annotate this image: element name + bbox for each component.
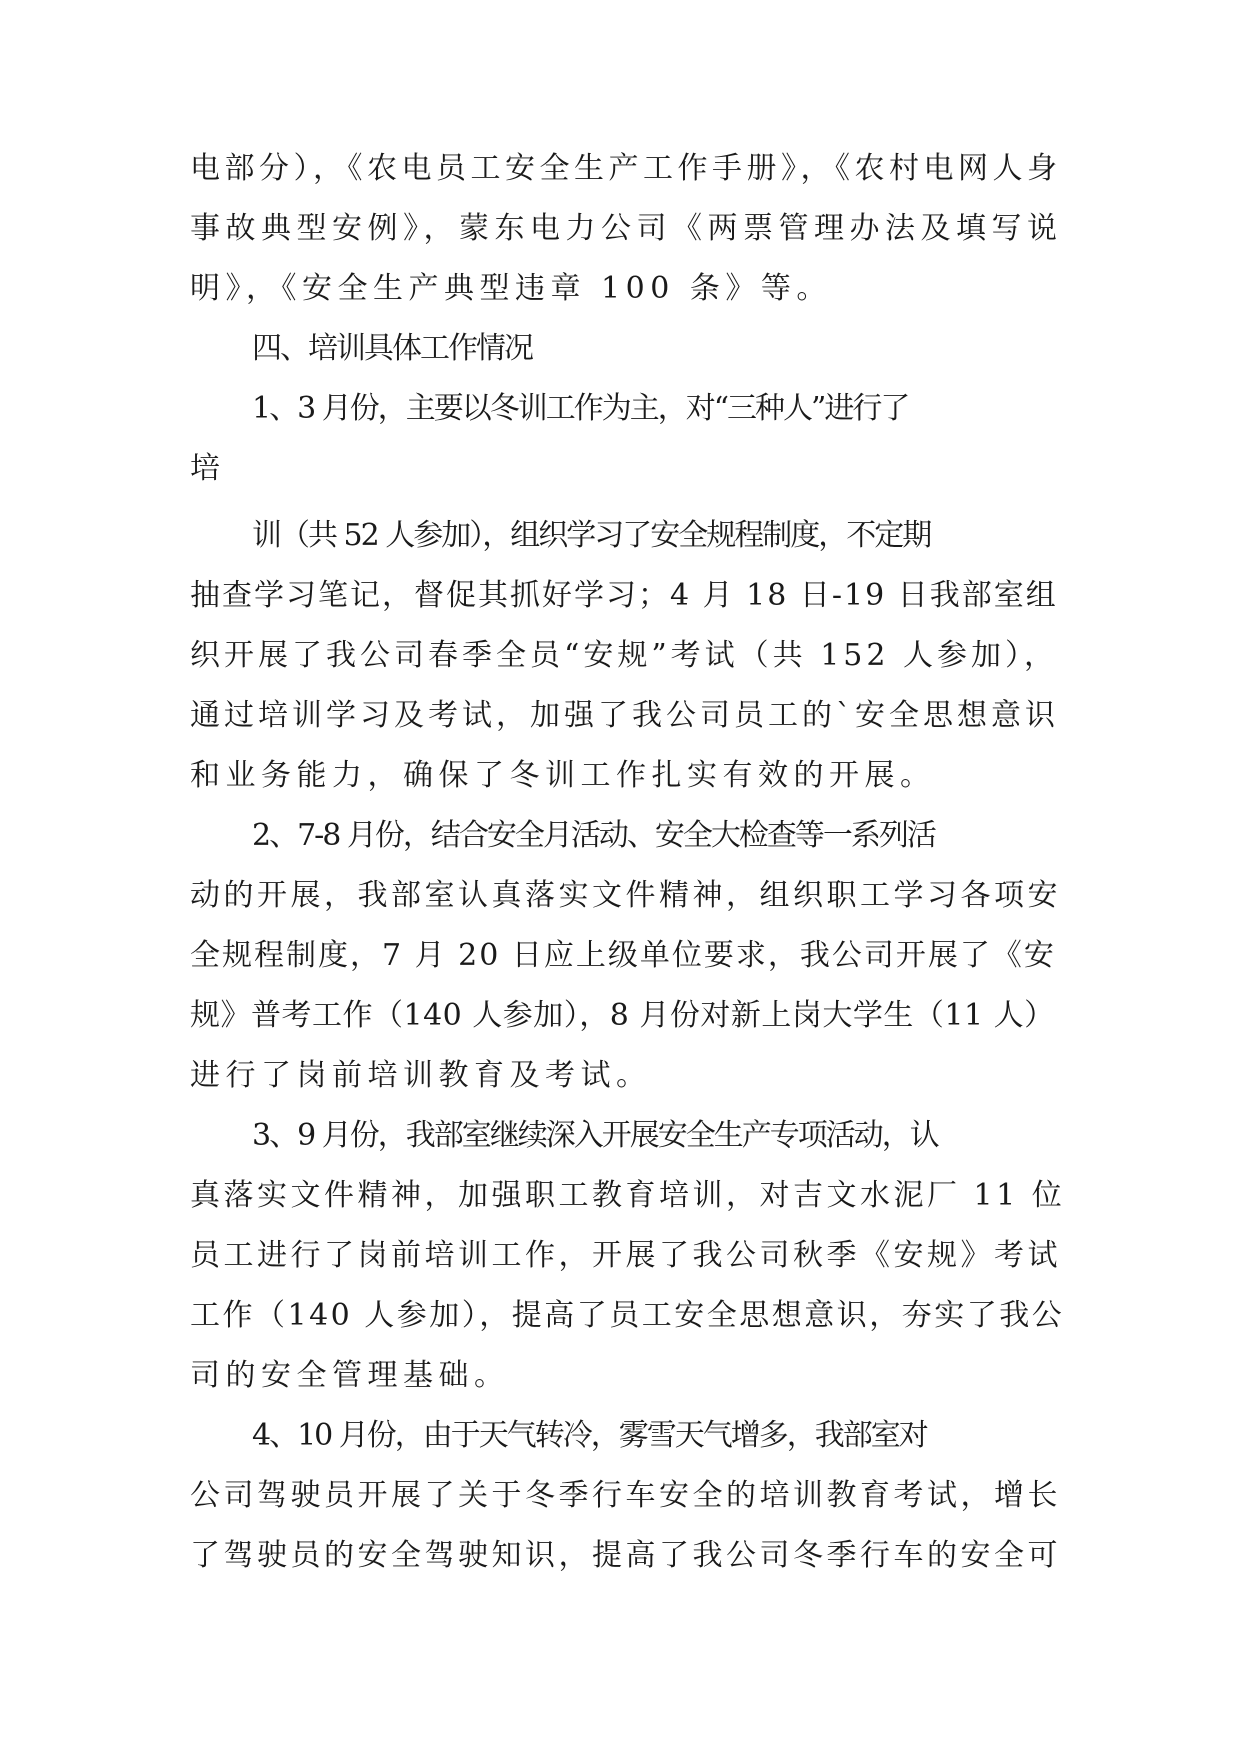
text-line-10: 通过培训学习及考试，加强了我公司员工的`安全思想意识	[190, 698, 1059, 733]
text-line-2: 事故典型安例》，蒙东电力公司《两票管理办法及填写说	[190, 211, 1063, 246]
text-line-8: 抽查学习笔记，督促其抓好学习；4 月 18 日-19 日我部室组	[190, 578, 1058, 613]
text-line-24: 了驾驶员的安全驾驶知识，提高了我公司冬季行车的安全可	[190, 1538, 1061, 1573]
text-line-15: 规》普考工作（140 人参加），8 月份对新上岗大学生（11 人）	[190, 998, 1055, 1033]
text-line-16: 进行了岗前培训教育及考试。	[190, 1058, 652, 1093]
text-line-23: 公司驾驶员开展了关于冬季行车安全的培训教育考试，增长	[190, 1478, 1061, 1513]
text-line-20: 工作（140 人参加），提高了员工安全思想意识，夯实了我公	[190, 1298, 1065, 1333]
text-line-19: 员工进行了岗前培训工作，开展了我公司秋季《安规》考试	[190, 1238, 1061, 1273]
text-line-5: 1、3 月份，主要以冬训工作为主，对“三种人”进行了	[252, 391, 909, 426]
text-line-18: 真落实文件精神，加强职工教育培训，对吉文水泥厂 11 位	[190, 1178, 1066, 1213]
text-line-12: 2、7-8 月份，结合安全月活动、安全大检查等一系列活	[252, 818, 935, 853]
text-line-21: 司的安全管理基础。	[190, 1358, 510, 1393]
text-line-14: 全规程制度，7 月 20 日应上级单位要求，我公司开展了《安	[190, 938, 1056, 973]
text-line-22: 4、10 月份，由于天气转冷，雾雪天气增多，我部室对	[252, 1418, 927, 1453]
text-line-17: 3、9 月份，我部室继续深入开展安全生产专项活动，认	[252, 1118, 938, 1153]
text-line-11: 和业务能力，确保了冬训工作扎实有效的开展。	[190, 758, 936, 793]
text-line-7: 训（共 52 人参加），组织学习了安全规程制度，不定期	[252, 518, 931, 553]
text-line-1: 电部分），《农电员工安全生产工作手册》，《农村电网人身	[190, 151, 1062, 186]
text-line-6: 培	[190, 451, 226, 486]
text-line-3: 明》，《安全生产典型违章 100 条》等。	[190, 271, 832, 306]
section-heading: 四、培训具体工作情况	[252, 331, 532, 366]
text-line-13: 动的开展，我部室认真落实文件精神，组织职工学习各项安	[190, 878, 1061, 913]
text-line-9: 织开展了我公司春季全员“安规”考试（共 152 人参加），	[190, 638, 1059, 673]
